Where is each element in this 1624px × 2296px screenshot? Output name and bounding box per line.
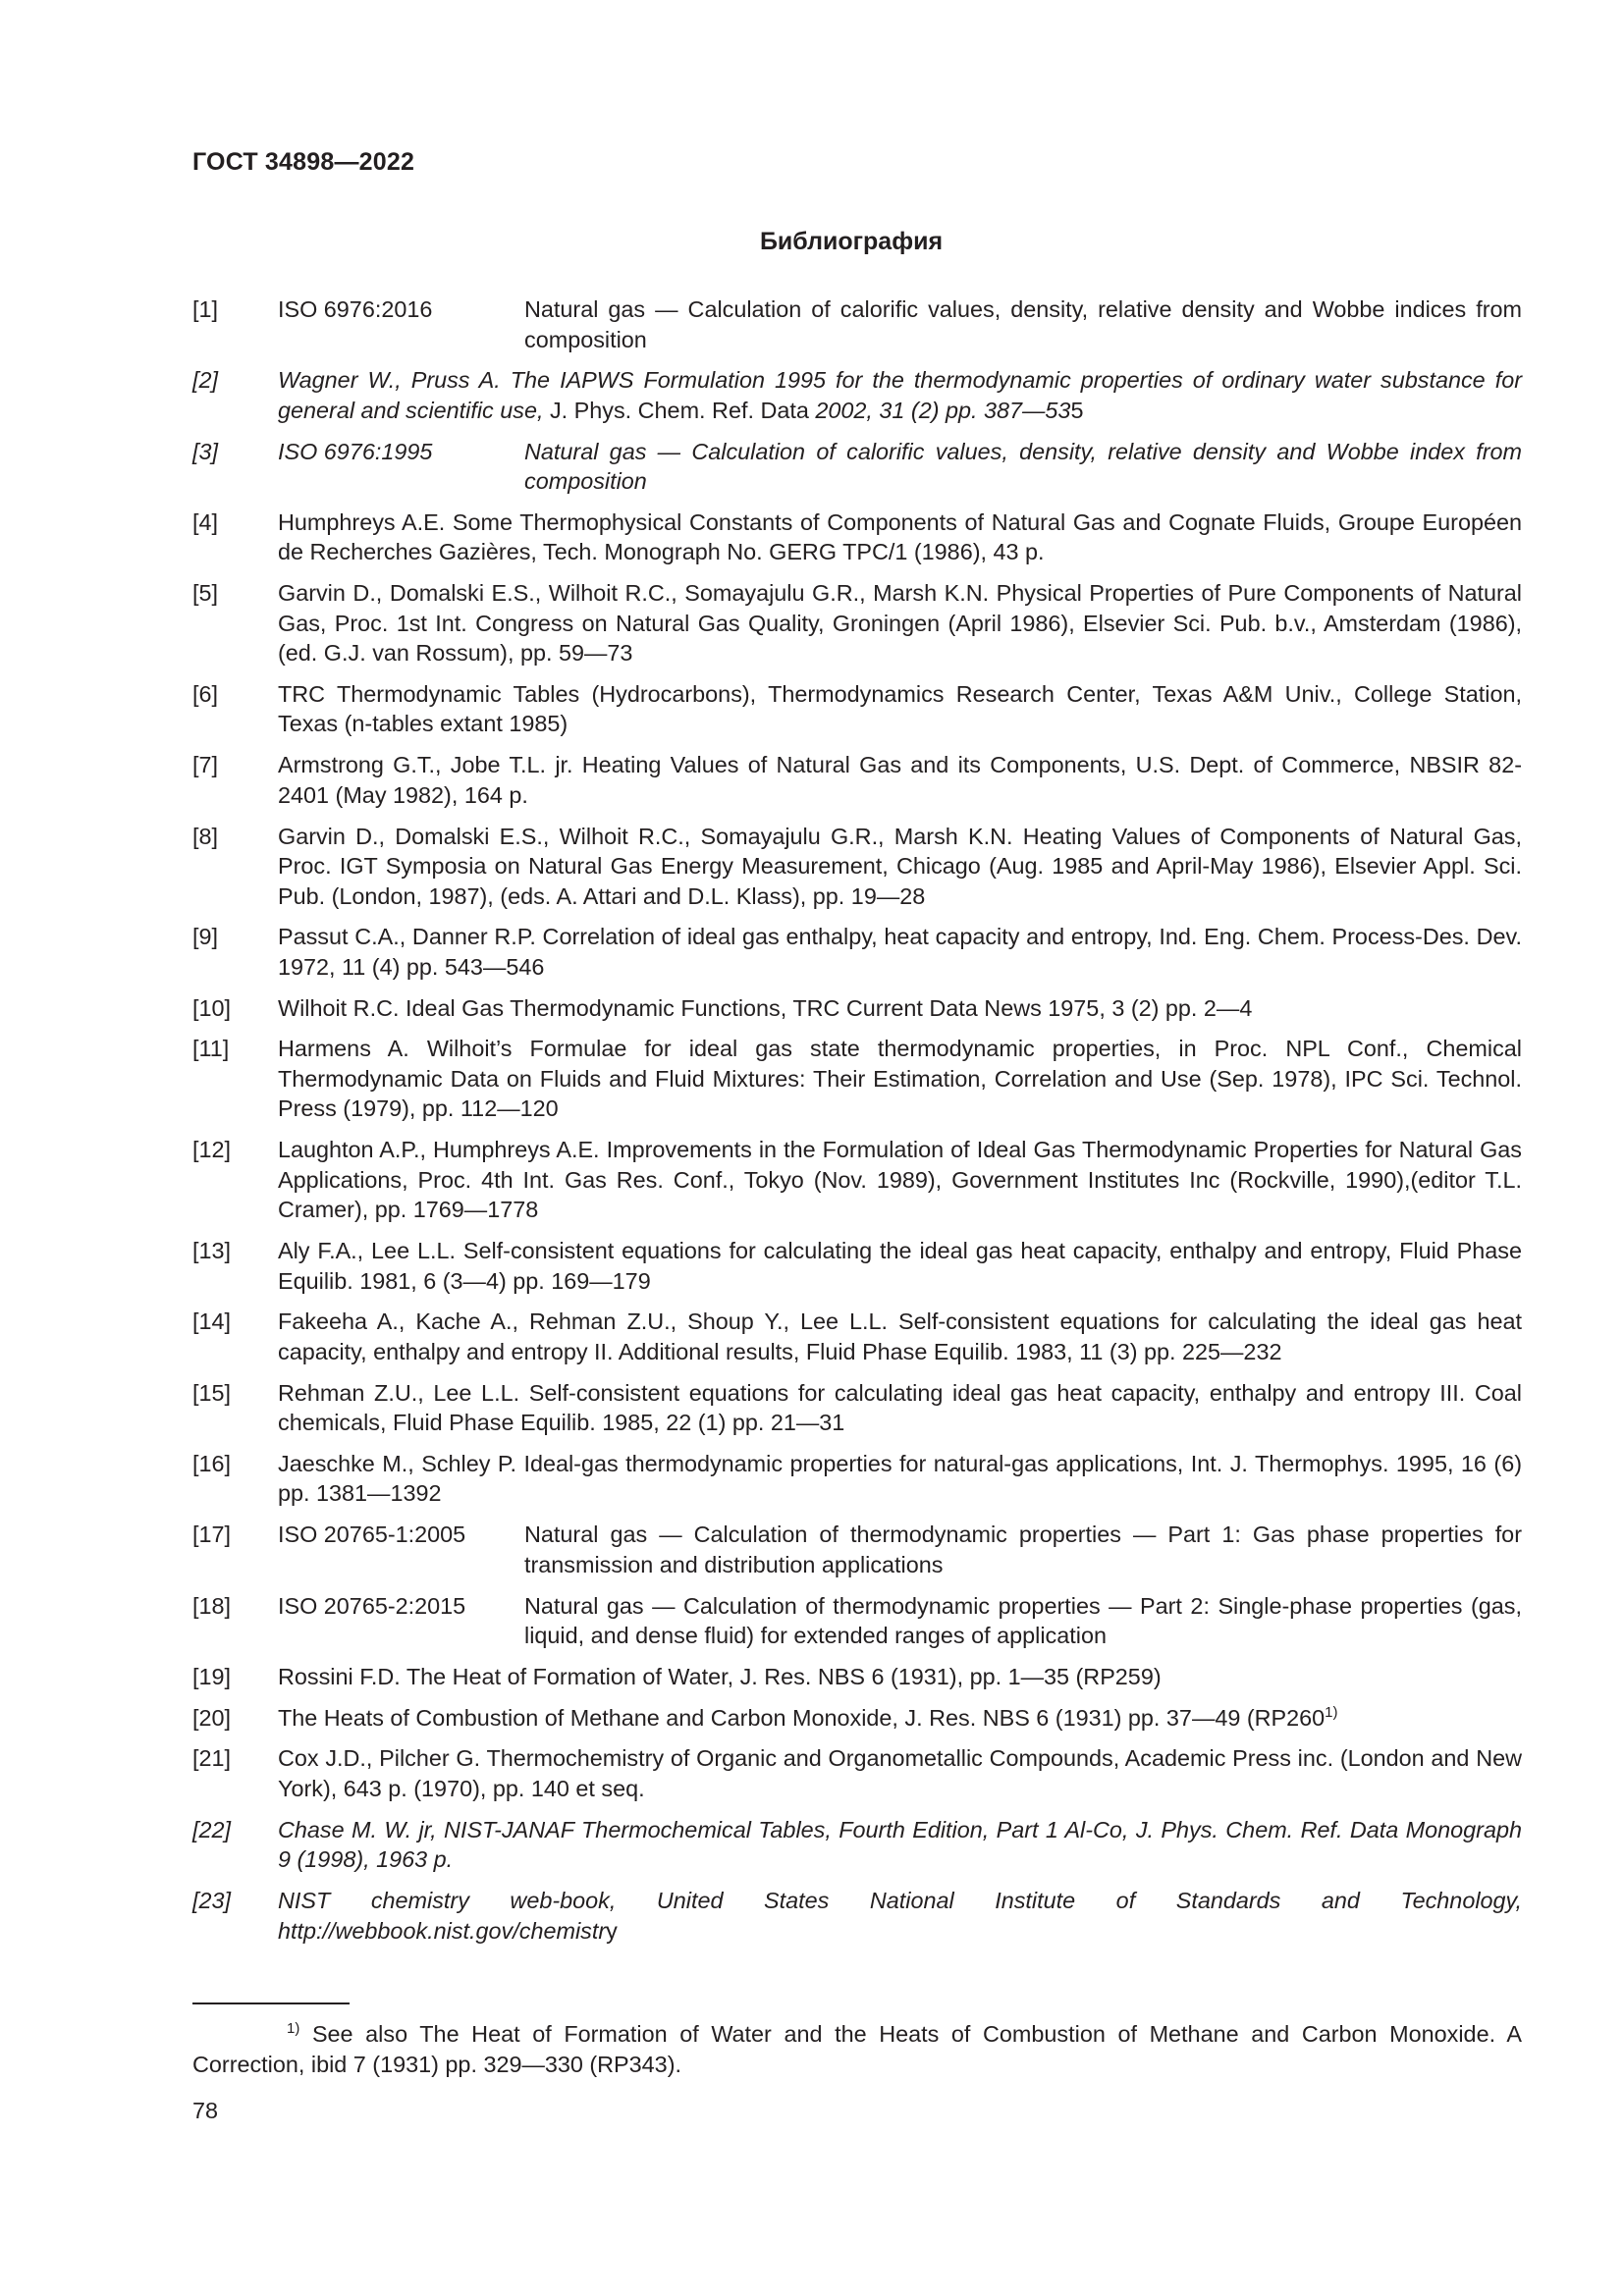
reference-number: [2]: [192, 367, 219, 394]
reference-item: [192, 679, 1522, 739]
reference-code: ISO 6976:1995: [278, 438, 433, 464]
reference-number: [17]: [192, 1522, 232, 1548]
reference-text: Harmens A. Wilhoit’s Formulae for ideal gas state thermodynamic properties, in Proc. NPL Conf., Chemical Thermodynamic Data on Fluids and Fluid Mixtures: Their Estimation, Correlation and Use (Sep. 1978), IPC Sci. Technol. Press (1979), pp. 112—120: [278, 1036, 1522, 1122]
reference-text: Rossini F.D. The Heat of Formation of Water, J. Res. NBS 6 (1931), pp. 1—35 (RP259): [278, 1663, 1162, 1689]
reference-text: TRC Thermodynamic Tables (Hydrocarbons), Thermodynamics Research Center, Texas A&M Univ., College Station, Texas (n-tables extant 1985): [278, 680, 1522, 737]
reference-tail: 5: [1070, 397, 1084, 423]
reference-item: [192, 1662, 1522, 1692]
reference-item: [192, 1449, 1522, 1509]
reference-number: [7]: [192, 752, 219, 778]
reference-number: [5]: [192, 580, 219, 607]
reference-number: [15]: [192, 1379, 232, 1406]
reference-number: [11]: [192, 1036, 230, 1062]
reference-number: [10]: [192, 994, 232, 1021]
footnote-divider: [192, 2002, 350, 2004]
reference-volume-pages: 2002, 31 (2) pp. 387—53: [815, 397, 1071, 423]
reference-text: Fakeeha A., Kache A., Rehman Z.U., Shoup Y., Lee L.L. Self-consistent equations for calculating the ideal gas heat capacity, enthalpy and entropy II. Additional results, Fluid Phase Equilib. 1983, 11 (3) pp. 225—232: [278, 1308, 1522, 1364]
reference-item: [192, 1520, 1522, 1579]
reference-item: [192, 507, 1522, 567]
reference-item: [192, 1378, 1522, 1438]
reference-text-main: NIST chemistry web-book, United States National Institute of Standards and Technology, http://webbook.nist.gov/chemistr: [278, 1888, 1522, 1944]
reference-text: [278, 1703, 1522, 1734]
reference-item: [192, 750, 1522, 810]
reference-item: [192, 1591, 1522, 1651]
reference-number: [3]: [192, 438, 219, 464]
reference-code: ISO 20765-1:2005: [278, 1522, 466, 1548]
reference-number: [8]: [192, 823, 219, 849]
footnote-marker: 1): [1325, 1703, 1338, 1721]
footnote-marker: 1): [287, 2020, 300, 2037]
reference-number: [1]: [192, 296, 219, 322]
reference-text: Aly F.A., Lee L.L. Self-consistent equations for calculating the ideal gas heat capacity, enthalpy and entropy, Fluid Phase Equilib. 1981, 6 (3—4) pp. 169—179: [278, 1238, 1522, 1294]
reference-number: [14]: [192, 1308, 232, 1335]
reference-item: [192, 1703, 1522, 1734]
reference-number: [4]: [192, 508, 219, 535]
reference-text: [278, 365, 1522, 425]
reference-item: [192, 1815, 1522, 1875]
reference-authors-title: Wagner W., Pruss A. The IAPWS Formulation 1995 for the thermodynamic properties of ordinary water substance for general and scientific use,: [278, 367, 1522, 423]
reference-text: Wilhoit R.C. Ideal Gas Thermodynamic Functions, TRC Current Data News 1975, 3 (2) pp. 2—4: [278, 994, 1253, 1021]
reference-item: [192, 1236, 1522, 1296]
reference-text: Humphreys A.E. Some Thermophysical Constants of Components of Natural Gas and Cognate Fluids, Groupe Européen de Recherches Gazières, Tech. Monograph No. GERG TPC/1 (1986), 43 p.: [278, 508, 1522, 565]
reference-text: Chase M. W. jr, NIST-JANAF Thermochemical Tables, Fourth Edition, Part 1 Al-Co, J. Phys. Chem. Ref. Data Monograph 9 (1998), 1963 p.: [278, 1816, 1522, 1873]
reference-item: [192, 1886, 1522, 1946]
reference-code: ISO 6976:2016: [278, 296, 433, 322]
reference-number: [20]: [192, 1704, 232, 1731]
reference-code: ISO 20765-2:2015: [278, 1592, 466, 1619]
reference-number: [19]: [192, 1663, 232, 1689]
reference-number: [21]: [192, 1745, 232, 1772]
reference-text: Passut C.A., Danner R.P. Correlation of ideal gas enthalpy, heat capacity and entropy, Ind. Eng. Chem. Process-Des. Dev. 1972, 11 (4) pp. 543—546: [278, 924, 1522, 980]
reference-item: [192, 1307, 1522, 1366]
reference-text: Natural gas — Calculation of calorific values, density, relative density and Wobbe index from composition: [524, 438, 1522, 495]
reference-text: Garvin D., Domalski E.S., Wilhoit R.C., Somayajulu G.R., Marsh K.N. Physical Properties of Pure Components of Natural Gas, Proc. 1st Int. Congress on Natural Gas Quality, Groningen (April 1986), Elsevier Sci. Pub. b.v., Amsterdam (1986), (ed. G.J. van Rossum), pp. 59—73: [278, 580, 1522, 667]
reference-text: Laughton A.P., Humphreys A.E. Improvements in the Formulation of Ideal Gas Thermodynamic Properties for Natural Gas Applications, Proc. 4th Int. Gas Res. Conf., Tokyo (Nov. 1989), Government Institutes Inc (Rockville, 1990),(editor T.L. Cramer), pp. 1769—1778: [278, 1137, 1522, 1223]
reference-number: [16]: [192, 1450, 232, 1476]
bibliography-list: [192, 294, 1522, 1956]
document-header: ГОСТ 34898—2022: [192, 148, 415, 176]
section-title: Библиография: [759, 228, 944, 255]
reference-item: [192, 437, 1522, 497]
reference-tail: y: [606, 1917, 618, 1944]
reference-number: [18]: [192, 1592, 232, 1619]
reference-number: [13]: [192, 1238, 232, 1264]
footnote-text: See also The Heat of Formation of Water and the Heats of Combustion of Methane and Carbon Monoxide. A Correction, ibid 7 (1931) pp. 329—330 (RP343).: [192, 2021, 1522, 2077]
reference-item: [192, 1135, 1522, 1225]
reference-text: Garvin D., Domalski E.S., Wilhoit R.C., Somayajulu G.R., Marsh K.N. Heating Values of Components of Natural Gas, Proc. IGT Symposia on Natural Gas Energy Measurement, Chicago (Aug. 1985 and April-May 1986), Elsevier Appl. Sci. Pub. (London, 1987), (eds. A. Attari and D.L. Klass), pp. 19—28: [278, 823, 1522, 909]
reference-item: [192, 822, 1522, 912]
reference-number: [23]: [192, 1888, 232, 1914]
reference-item: [192, 1034, 1522, 1124]
reference-text: [278, 1886, 1522, 1946]
reference-text: Rehman Z.U., Lee L.L. Self-consistent equations for calculating ideal gas heat capacity, enthalpy and entropy III. Coal chemicals, Fluid Phase Equilib. 1985, 22 (1) pp. 21—31: [278, 1379, 1522, 1436]
reference-journal: J. Phys. Chem. Ref. Data: [543, 397, 816, 423]
reference-item: [192, 993, 1522, 1024]
reference-text: Natural gas — Calculation of thermodynamic properties — Part 2: Single-phase properties (gas, liquid, and dense fluid) for extended ranges of application: [524, 1592, 1522, 1649]
reference-item: [192, 578, 1522, 668]
footnote: [192, 2019, 1522, 2080]
reference-text: Natural gas — Calculation of thermodynamic properties — Part 1: Gas phase properties for transmission and distribution applications: [524, 1522, 1522, 1577]
reference-number: [22]: [192, 1816, 232, 1842]
reference-text: Natural gas — Calculation of calorific values, density, relative density and Wobbe indices from composition: [524, 296, 1522, 352]
reference-item: [192, 1743, 1522, 1803]
reference-item: [192, 922, 1522, 982]
reference-text-main: The Heats of Combustion of Methane and Carbon Monoxide, J. Res. NBS 6 (1931) pp. 37—49 (RP260: [278, 1704, 1326, 1731]
reference-number: [6]: [192, 680, 219, 707]
reference-text: Armstrong G.T., Jobe T.L. jr. Heating Values of Natural Gas and its Components, U.S. Dept. of Commerce, NBSIR 82-2401 (May 1982), 164 p.: [278, 752, 1522, 808]
reference-number: [9]: [192, 924, 219, 950]
reference-number: [12]: [192, 1137, 232, 1163]
reference-text: Cox J.D., Pilcher G. Thermochemistry of Organic and Organometallic Compounds, Academic Press inc. (London and New York), 643 p. (1970), pp. 140 et seq.: [278, 1745, 1522, 1801]
reference-item: [192, 365, 1522, 425]
reference-text: Jaeschke M., Schley P. Ideal-gas thermodynamic properties for natural-gas applications, Int. J. Thermophys. 1995, 16 (6) pp. 1381—1392: [278, 1450, 1522, 1507]
page-number: 78: [192, 2098, 219, 2123]
reference-item: [192, 294, 1522, 354]
